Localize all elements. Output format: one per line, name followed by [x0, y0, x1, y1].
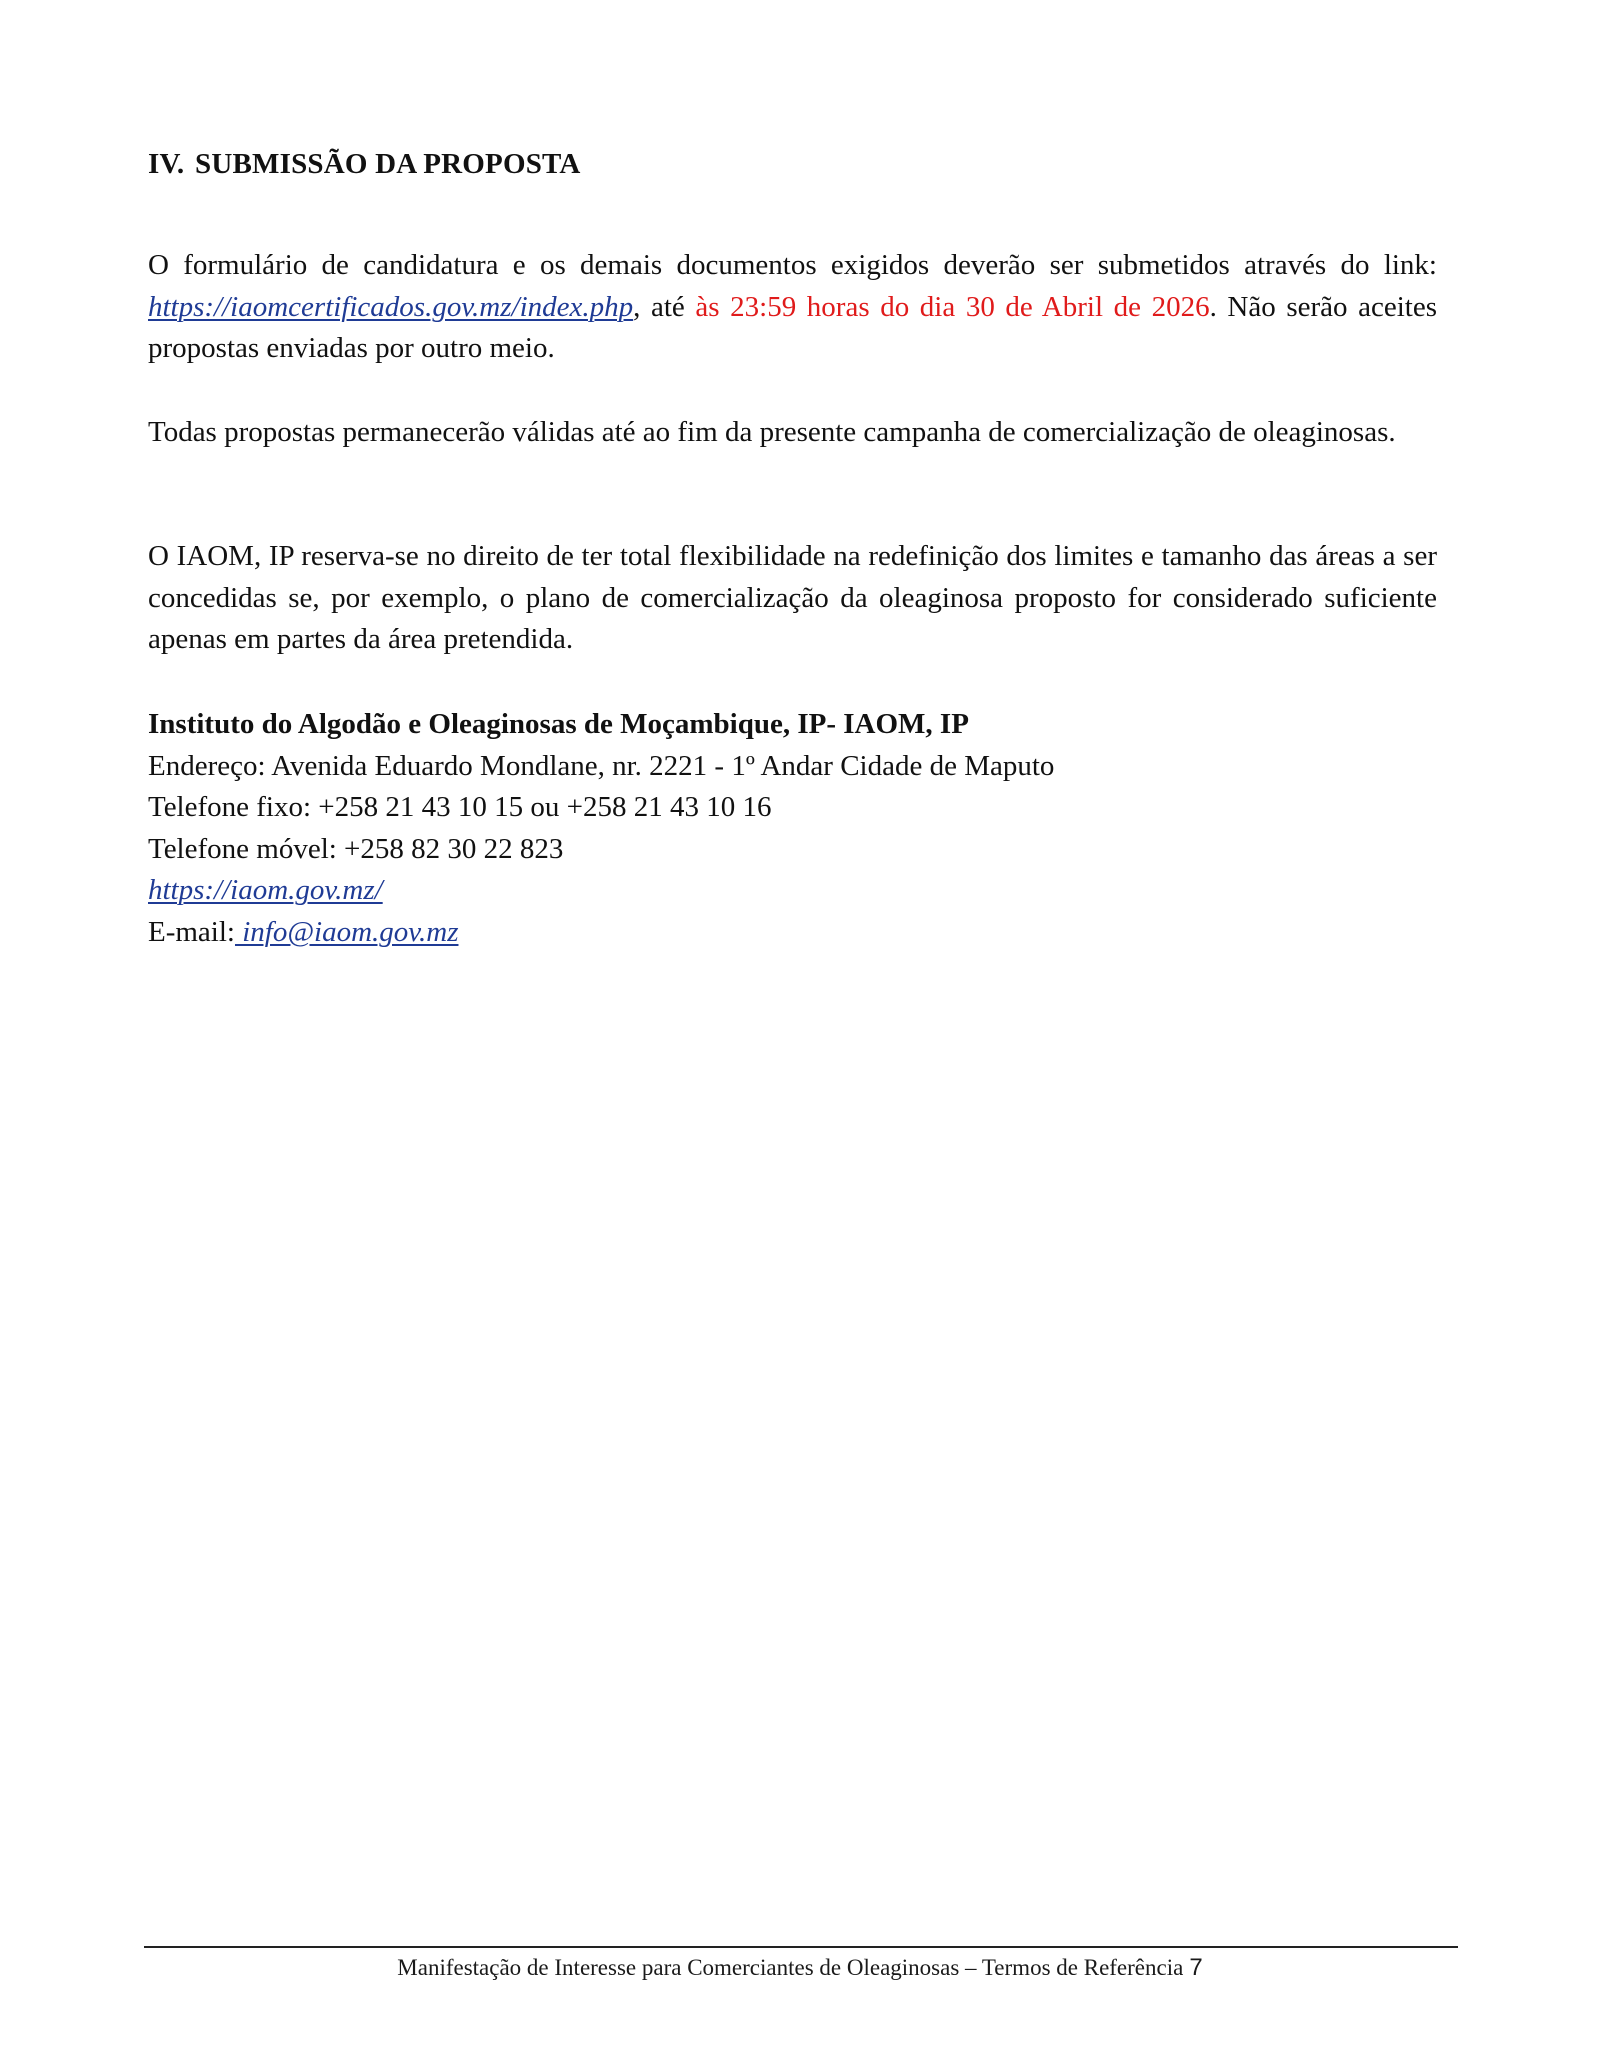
email-label: E-mail: [148, 915, 235, 948]
address-line: Endereço: Avenida Eduardo Mondlane, nr. 2221 - 1º Andar Cidade de Maputo [148, 749, 1055, 782]
email-link[interactable]: info@iaom.gov.mz [234, 915, 459, 948]
section-title: SUBMISSÃO DA PROPOSTA [195, 148, 581, 180]
footer-divider [144, 1946, 1458, 1948]
submission-text-until: , até [633, 290, 696, 323]
section-number: IV. [148, 148, 185, 180]
contact-block [148, 704, 1437, 953]
validity-paragraph: Todas propostas permanecerão válidas até ao fim da presente campanha de comercialização de oleaginosas. [148, 416, 1396, 448]
landline-phone: Telefone fixo: +258 21 43 10 15 ou +258 21 43 10 16 [148, 791, 772, 823]
submission-link[interactable]: https://iaomcertificados.gov.mz/index.php [148, 290, 634, 323]
submission-text-intro: O formulário de candidatura e os demais documentos exigidos deverão ser submetidos através do link: [148, 249, 1437, 281]
submission-text-outro: . Não serão aceites propostas enviadas por outro meio. [148, 290, 1437, 364]
website-link[interactable]: https://iaom.gov.mz/ [148, 874, 383, 906]
page-number: 7 [1189, 1954, 1203, 1981]
footer-title: Manifestação de Interesse para Comerciantes de Oleaginosas – Termos de Referência [397, 1955, 1184, 1980]
organization-name: Instituto do Algodão e Oleaginosas de Moçambique, IP- IAOM, IP [148, 708, 969, 740]
document-page [148, 0, 1437, 2071]
email-line [148, 912, 1437, 954]
submission-deadline: às 23:59 horas do dia 30 de Abril de 2026 [695, 290, 1210, 323]
submission-paragraph [148, 245, 1437, 370]
page-footer [0, 1954, 1600, 1982]
section-heading [148, 148, 581, 181]
mobile-phone: Telefone móvel: +258 82 30 22 823 [148, 832, 564, 865]
flexibility-paragraph: O IAOM, IP reserva-se no direito de ter total flexibilidade na redefinição dos limites e tamanho das áreas a ser concedidas se, por exemplo, o plano de comercialização da oleaginosa proposto for considerado suficiente apenas em partes da área pretendida. [148, 540, 1437, 655]
